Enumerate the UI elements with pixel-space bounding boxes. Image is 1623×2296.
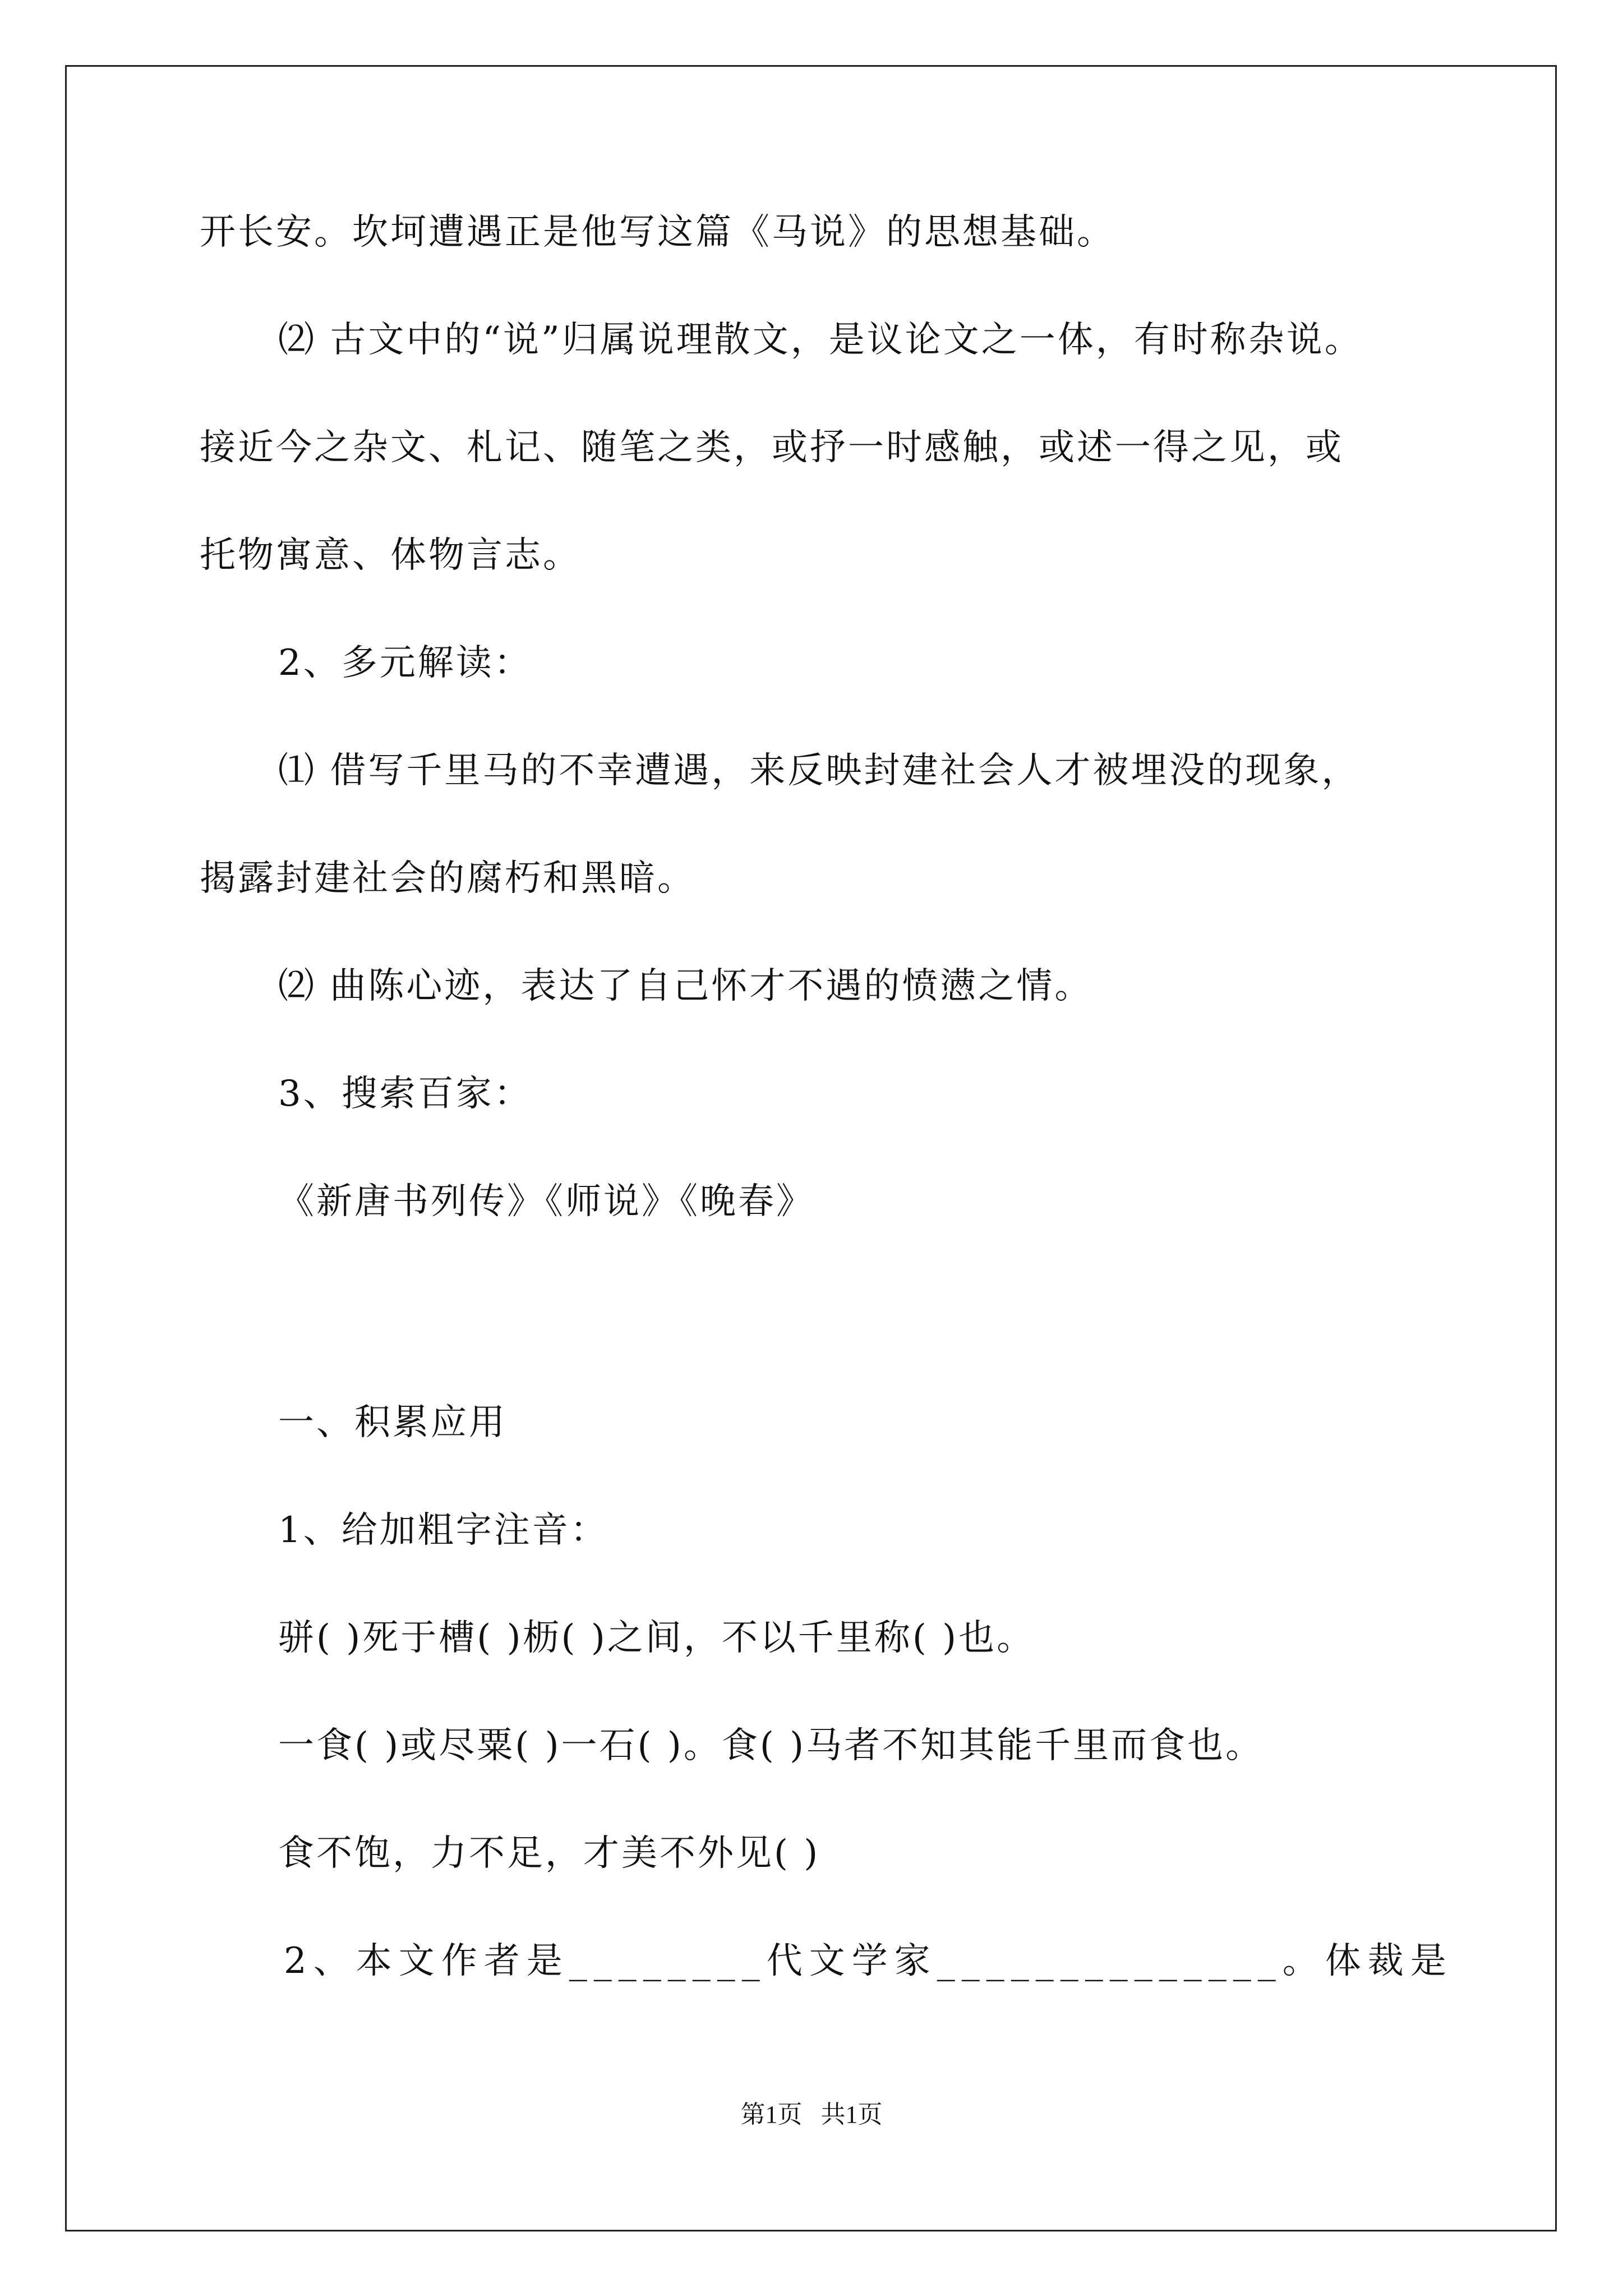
section-heading-accumulation: 一、积累应用 [278, 1402, 507, 1443]
text-line-3: 接近今之杂文、札记、随笔之类，或抒一时感触，或述一得之见，或 [200, 427, 1344, 468]
text-line-7: 揭露封建社会的腐朽和黑暗。 [200, 858, 695, 899]
page-border [65, 65, 1557, 2231]
exercise-1-line-3: 食不饱，力不足，才美不外见( ) [278, 1833, 820, 1874]
text-line-4: 托物寓意、体物言志。 [200, 535, 581, 576]
text-line-2: ⑵ 古文中的“说”归属说理散文，是议论文之一体，有时称杂说。 [278, 319, 1363, 361]
text-line-10: 《新唐书列传》《师说》《晚春》 [278, 1181, 814, 1222]
text-line-6: ⑴ 借写千里马的不幸遭遇，来反映封建社会人才被埋没的现象， [278, 750, 1360, 792]
text-line-8: ⑵ 曲陈心迹，表达了自己怀才不遇的愤懑之情。 [278, 965, 1093, 1007]
exercise-1-line-1: 骈( )死于槽( )枥( )之间，不以千里称( )也。 [278, 1617, 1035, 1659]
section-heading-multi-reading: 2、多元解读： [278, 642, 532, 684]
exercise-2-line-1: 2、本文作者是________代文学家______________。体裁是 [284, 1940, 1453, 1982]
exercise-1-heading: 1、给加粗字注音： [278, 1510, 608, 1551]
page-number-footer: 第1页 共1页 [740, 2101, 883, 2128]
section-heading-search: 3、搜索百家： [278, 1073, 532, 1115]
exercise-1-line-2: 一食( )或尽粟( )一石( )。食( )马者不知其能千里而食也。 [278, 1725, 1264, 1766]
text-line-1: 开长安。坎坷遭遇正是他写这篇《马说》的思想基础。 [200, 211, 1115, 253]
